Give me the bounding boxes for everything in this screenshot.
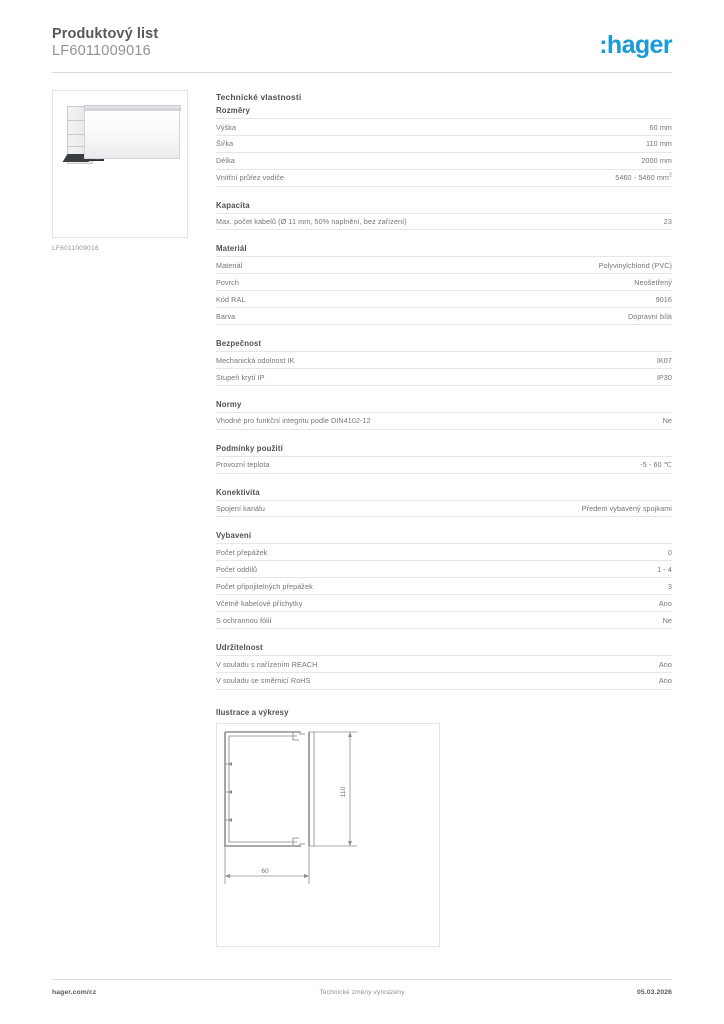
spec-value: Ne	[662, 416, 672, 426]
product-reference: LF6011009016	[52, 43, 151, 59]
spec-block	[216, 244, 672, 325]
spec-label: Délka	[216, 156, 235, 166]
table-row	[216, 595, 672, 612]
spec-block	[216, 488, 672, 518]
spec-label: Počet přepážek	[216, 548, 268, 558]
spec-block-title: Materiál	[216, 244, 247, 254]
table-row	[216, 561, 672, 578]
spec-label: Stupeň krytí IP	[216, 372, 265, 382]
footer-note: Technické změny vyhrazeny	[319, 989, 405, 996]
spec-block	[216, 531, 672, 628]
spec-block-title: Udržitelnost	[216, 642, 263, 652]
technical-drawing	[216, 723, 440, 947]
trunking-illustration	[62, 102, 180, 164]
spec-value: Předem vybavený spojkami	[581, 504, 672, 514]
product-photo	[52, 90, 188, 238]
table-row	[216, 456, 672, 473]
table-row	[216, 169, 672, 186]
spec-block	[216, 643, 672, 690]
spec-block-title: Vybavení	[216, 531, 252, 541]
spec-label: Šířka	[216, 139, 234, 149]
spec-value: 1 - 4	[657, 564, 672, 574]
header-divider	[52, 72, 672, 73]
spec-block-title: Kapacita	[216, 200, 250, 210]
spec-table	[216, 655, 672, 690]
spec-value: Ne	[662, 615, 672, 625]
spec-block-title: Normy	[216, 399, 242, 409]
spec-label: Kód RAL	[216, 294, 246, 304]
spec-label: Vhodné pro funkční integritu podle DIN4102-12	[216, 416, 371, 426]
table-row	[216, 672, 672, 689]
spec-label: Spojení kanálu	[216, 504, 265, 514]
specs-heading: Technické vlastnosti	[216, 92, 302, 102]
spec-label: Vnitřní průřez vodiče	[216, 173, 285, 183]
spec-value-superscript: 2	[669, 172, 672, 179]
spec-value: Ano	[658, 598, 672, 608]
spec-table	[216, 500, 672, 518]
spec-block	[216, 400, 672, 430]
table-row	[216, 412, 672, 429]
drawings-heading: Ilustrace a výkresy	[216, 707, 289, 717]
spec-block	[216, 201, 672, 231]
table-row	[216, 655, 672, 672]
table-row	[216, 274, 672, 291]
table-row	[216, 578, 672, 595]
spec-block	[216, 444, 672, 474]
spec-label: Počet připojitelných přepážek	[216, 581, 313, 591]
spec-value: IP30	[656, 372, 672, 382]
spec-table	[216, 412, 672, 430]
spec-table	[216, 256, 672, 325]
trunking-front-cover	[84, 110, 180, 159]
spec-table	[216, 543, 672, 628]
spec-block-title: Rozměry	[216, 106, 250, 115]
spec-value: Ano	[658, 659, 672, 669]
hager-logo: :hager	[599, 31, 672, 59]
spec-label: Max. počet kabelů (Ø 11 mm, 50% naplnění, bez zařízení)	[216, 217, 407, 227]
page-header	[52, 26, 672, 72]
spec-label: Provozní teplota	[216, 460, 270, 470]
spec-block-title: Konektivita	[216, 487, 260, 497]
spec-value: Ano	[658, 676, 672, 686]
spec-value: Polyvinylchlorid (PVC)	[598, 261, 672, 271]
table-row	[216, 352, 672, 369]
cross-section-svg	[217, 724, 439, 946]
spec-value: 9016	[655, 294, 672, 304]
table-row	[216, 612, 672, 629]
spec-value: 110 mm	[645, 139, 672, 149]
drawings-block	[216, 708, 672, 947]
table-row	[216, 368, 672, 385]
table-row	[216, 119, 672, 136]
page-footer	[52, 989, 672, 1003]
dim-width-label: 60	[261, 867, 269, 875]
footer-website[interactable]: hager.com/cz	[52, 989, 97, 996]
table-row	[216, 500, 672, 517]
spec-table	[216, 213, 672, 231]
dim-height-label: 110	[340, 786, 347, 797]
spec-table	[216, 456, 672, 474]
spec-value-text: 5460 - 5460 mm	[615, 173, 669, 183]
table-row	[216, 257, 672, 274]
spec-label: Výška	[216, 122, 237, 132]
spec-value: 0	[667, 548, 672, 558]
spec-block-title: Podmínky použití	[216, 443, 283, 453]
spec-blocks	[216, 106, 672, 690]
table-row	[216, 152, 672, 169]
spec-label: Barva	[216, 311, 236, 321]
spec-label: S ochrannou fólií	[216, 615, 272, 625]
spec-table	[216, 351, 672, 386]
spec-block	[216, 106, 672, 187]
spec-label: Materiál	[216, 261, 243, 271]
spec-value: 2000 mm	[641, 156, 672, 166]
spec-value: -5 - 60 ℃	[640, 460, 672, 470]
spec-value: 3	[667, 581, 672, 591]
footer-divider	[52, 979, 672, 980]
spec-label: Povrch	[216, 277, 239, 287]
spec-table	[216, 118, 672, 187]
spec-block	[216, 339, 672, 386]
table-row	[216, 308, 672, 325]
spec-value	[444, 169, 672, 186]
spec-label: V souladu se směrnicí RoHS	[216, 676, 311, 686]
table-row	[216, 291, 672, 308]
table-row	[216, 213, 672, 230]
spec-value: Neošetřený	[634, 277, 672, 287]
product-image-column	[52, 90, 192, 252]
spec-block-title: Bezpečnost	[216, 339, 262, 349]
specifications-column	[216, 92, 672, 947]
spec-label: V souladu s nařízením REACH	[216, 659, 318, 669]
table-row	[216, 544, 672, 561]
spec-label: Včetně kabelové příchytky	[216, 598, 303, 608]
footer-date: 05.03.2026	[636, 989, 672, 996]
spec-value: Dopravní bílá	[627, 311, 672, 321]
spec-value: IK07	[656, 355, 672, 365]
table-row	[216, 135, 672, 152]
spec-value: 60 mm	[649, 122, 672, 132]
spec-value: 23	[663, 217, 672, 227]
spec-label: Mechanická odolnost IK	[216, 355, 295, 365]
page-title: Produktový list	[52, 26, 159, 42]
product-image-caption: LF6011009016	[52, 245, 99, 252]
spec-label: Počet oddílů	[216, 564, 258, 574]
